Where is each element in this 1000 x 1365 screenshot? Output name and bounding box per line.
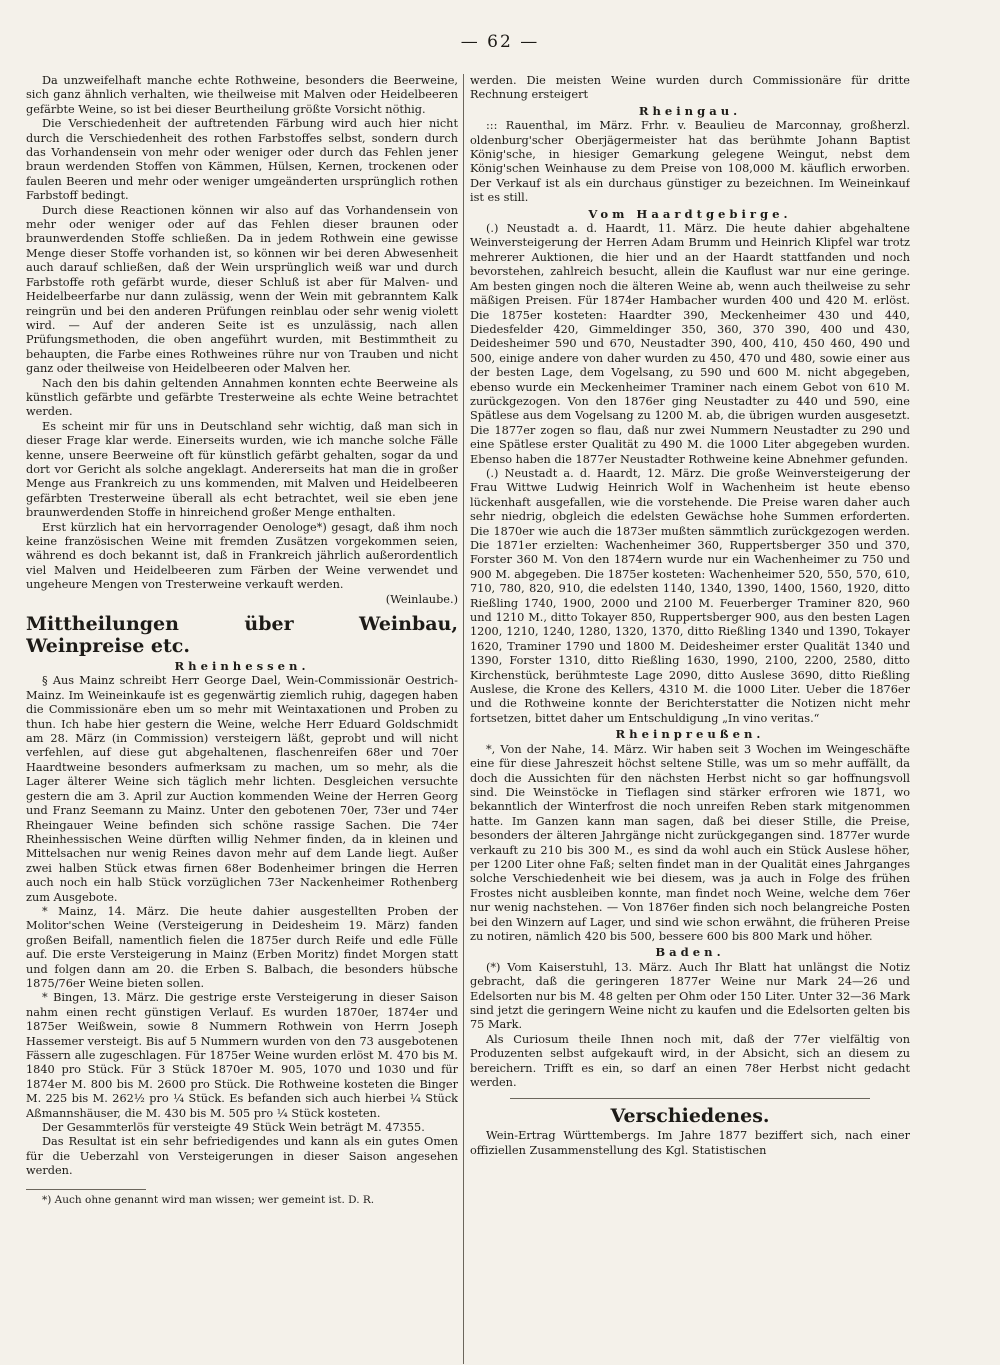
paragraph: Nach den bis dahin geltenden Annahmen konnten echte Beerweine als künstlich gefärbte und gefärbte Tresterweine als echte Weine betrachtet werden. — [26, 376, 458, 419]
paragraph: Da unzweifelhaft manche echte Rothweine, besonders die Beerweine, sich ganz ähnlich verhalten, wie theilweise mit Malven oder Heidelbeeren gefärbte Weine, so ist bei dieser Beurtheilung größte Vorsicht nöthig. — [26, 74, 458, 116]
region-heading-haardtgebirge: Vom Haardtgebirge. — [588, 206, 792, 221]
region-heading-rheinpreussen: Rheinpreußen. — [615, 727, 765, 742]
news-item: § Aus Mainz schreibt Herr George Dael, Wein-Commissionär Oestrich-Mainz. Im Weineinkaufe ist es gegenwärtig ziemlich ruhig, dagegen haben die Commissionäre eben um so mehr mit Weintaxationen und Proben zu thun. Ich habe hier gestern die Weine, welche Herr Eduard Goldschmidt am 28. März (in Commission) versteigern läßt, geprobt und will nicht verfehlen, auf diese gut abgehaltenen, flaschenreifen 68er und 70er Haardtweine besonders aufmerksam zu machen, um so mehr, als die Lager älterer Weine sich täglich mehr lichten. Desgleichen versuchte gestern die am 3. April zur Auction kommenden Weine der Herren Georg und Franz Seemann zu Mainz. Unter den gebotenen 70er, 73er und 74er Rheingauer Weine befinden sich schöne rassige Sachen. Die 74er Rheinhessischen Weine dürften willig Nehmer finden, da in kleinen und Mittelsachen nur wenig Reines davon mehr auf dem Lande liegt. Außer zwei halben Stück etwas firnen 68er Bodenheimer bringen die Herren auch noch ein halb Stück vorzüglichen 73er Nackenheimer Rothenberg zum Ausgebote. — [26, 674, 458, 904]
section-title-verschiedenes: Verschiedenes. — [610, 1105, 770, 1128]
news-item: * Bingen, 13. März. Die gestrige erste Versteigerung in dieser Saison nahm einen recht günstigen Verlauf. Es wurden 1870er, 1874er und 1875er Weißwein, sowie 8 Nummern Rothwein von Herrn Joseph Hassemer versteigt. Bis auf 5 Nummern wurden von den 73 ausgebotenen Fässern alle zugeschlagen. Für 1875er Weine wurden erlöst M. 470 bis M. 1840 pro Stück. Für 3 Stück 1870er M. 905, 1070 und 1030 und für 1874er M. 800 bis M. 2600 pro Stück. Die Rothweine kosteten die Binger M. 225 bis M. 262½ pro ¼ Stück. Es befanden sich auch hierbei ¼ Stück Aßmannshäuser, die M. 430 bis M. 505 pro ¼ Stück kosteten. — [26, 991, 458, 1120]
news-item: (.) Neustadt a. d. Haardt, 11. März. Die heute dahier abgehaltene Weinversteigerung der Herren Adam Brumm und Heinrich Klipfel war trotz mehrerer Auktionen, die hier und an der Haardt stattfanden und noch bevorstehen, zahlreich besucht, allein die Kauflust war nur eine geringe. Am besten gingen noch die älteren Weine ab, wenn auch theilweise zu sehr mäßigen Preisen. Für 1874er Hambacher wurden 400 und 420 M. erlöst. Die 1875er kosteten: Haardter 390, Meckenheimer 430 und 440, Diedesfelder 420, Gimmeldinger 350, 360, 370 390, 400 und 430, Deidesheimer 590 und 670, Neustadter 390, 400, 410, 450 460, 490 und 500, einige andere von daher wurden zu 450, 470 und 480, sowie einer aus der besten Lage, dem Vogelsang, zu 590 und 600 M. nicht abgegeben, ebenso wurde ein Meckenheimer Traminer nach einem Gebot von 610 M. zurückgezogen. Von den 1876er ging Neustadter zu 440 und 590, eine Spätlese aus dem Vogelsang zu 1200 M. ab, die übrigen wurden ausgesetzt. Die 1877er zogen so flau, daß nur zwei Nummern Neustadter zu 290 und eine Spätlese erster Qualität zu 490 M. die 1000 Liter abgegeben wurden. Ebenso haben die 1877er Neustadter Rothweine keine Abnehmer gefunden. — [470, 222, 910, 466]
paragraph: werden. Die meisten Weine wurden durch Commissionäre für dritte Rechnung ersteigert — [470, 74, 910, 102]
news-item: Der Gesammterlös für versteigte 49 Stück Wein beträgt M. 47355. — [42, 1121, 425, 1135]
news-item: ::: Rauenthal, im März. Frhr. v. Beaulieu de Marconnay, großherzl. oldenburg'scher Oberjägermeister hat das berühmte Johann Baptist König'sche, in hiesiger Gemarkung gelegene Weingut, nebst dem König'schen Weinhause zu dem Preise von 108,000 M. käuflich erworben. Der Verkauf ist als ein durchaus günstiger zu bezeichnen. Im Weineinkauf ist es still. — [470, 119, 910, 205]
region-heading-rheingau: Rheingau. — [638, 103, 742, 118]
news-item: Als Curiosum theile Ihnen noch mit, daß der 77er vielfältig von Produzenten selbst aufgekauft wird, in der Absicht, sich an diesem zu bereichern. Trifft es ein, so darf an einen 78er Herbst nicht gedacht werden. — [470, 1032, 910, 1090]
page-number: — 62 — — [460, 32, 540, 52]
news-item: *, Von der Nahe, 14. März. Wir haben seit 3 Wochen im Weingeschäfte eine für diese Jahreszeit höchst seltene Stille, was um so mehr auffällt, da doch die Aussichten für den nächsten Herbst nicht so gar hoffnungsvoll sind. Die Weinstöcke in Tieflagen sind stärker erfroren wie 1871, wo bekanntlich der Winterfrost die noch unreifen Reben stark mitgenommen hatte. Im Ganzen kann man sagen, daß bei dieser Stille, die Preise, besonders der älteren Jahrgänge nicht zurückgegangen sind. 1877er wurde verkauft zu 210 bis 300 M., es sind da wohl auch ein Stück Auslese höher, per 1200 Liter ohne Faß; selten findet man in der Qualität eines Jahrganges solche Verschiedenheit wie bei diesem, was ja auch in Folge des frühen Frostes nicht ausbleiben konnte, man findet noch Weine, welche dem 76er nur wenig nachstehen. — Von 1876er finden sich noch belangreiche Posten bei den Winzern auf Lager, und sind wie schon erwähnt, die früheren Preise zu notiren, nämlich 420 bis 500, bessere 600 bis 800 Mark und höher. — [470, 742, 910, 943]
news-item: (*) Vom Kaiserstuhl, 13. März. Auch Ihr Blatt hat unlängst die Notiz gebracht, daß die geringeren 1877er Weine nur Mark 24—26 und Edelsorten nur bis M. 48 gelten per Ohm oder 150 Liter. Unter 32—36 Mark sind jetzt die geringern Weine nicht zu kaufen und die Edelsorten gelten bis 75 Mark. — [470, 960, 910, 1032]
right-column — [470, 74, 910, 1359]
paragraph: Es scheint mir für uns in Deutschland sehr wichtig, daß man sich in dieser Frage klar werde. Einerseits wurden, wie ich manche solche Fälle kenne, unsere Beerweine oft für künstlich gefärbt gehalten, sogar da und dort vor Gericht als solche angeklagt. Andererseits hat man die in großer Menge aus Frankreich zu uns kommenden, mit Malven und Heidelbeeren gefärbten Tresterweine überall als echt betrachtet, weil sie eben jene braunwerdenden Stoffe in hinreichend großer Menge enthalten. — [26, 419, 458, 520]
footnote-divider — [26, 1189, 146, 1190]
source-signature: (Weinlaube.) — [385, 592, 458, 606]
region-heading-rheinhessen: Rheinhessen. — [174, 659, 310, 674]
paragraph: Durch diese Reactionen können wir also auf das Vorhandensein von mehr oder weniger oder auf das Fehlen dieser braunen oder braunwerdenden Stoffe schließen. Da in jedem Rothwein eine gewisse Menge dieser Stoffe vorhanden ist, so können wir bei deren Abwesenheit auch darauf schließen, daß der Wein ursprünglich weiß war und durch Farbstoffe roth gefärbt wurde, dieser Schluß ist aber für Malven- und Heidelbeerfarbe nur dann zulässig, wenn der Wein mit gebranntem Kalk reingrün und bei den anderen Prüfungen reinblau oder sehr wenig violett wird. — Auf der anderen Seite ist es unzulässig, nach allen Prüfungsmethoden, die oben angeführt wurden, mit Bestimmtheit zu behaupten, die Farbe eines Rothweines rühre nur von Trauben und nicht ganz oder theilweise von Heidelbeeren oder Malven her. — [26, 203, 458, 376]
left-column — [26, 74, 458, 1359]
news-item: Wein-Ertrag Württembergs. Im Jahre 1877 beziffert sich, nach einer offiziellen Zusammenstellung des Kgl. Statistischen — [470, 1129, 910, 1157]
section-divider — [510, 1098, 870, 1099]
column-divider — [463, 74, 464, 1364]
news-item: (.) Neustadt a. d. Haardt, 12. März. Die große Weinversteigerung der Frau Wittwe Ludwig Heinrich Wolf in Wachenheim ist heute ebenso lückenhaft ausgefallen, wie die vorstehende. Die Preise waren daher auch sehr niedrig, obgleich die edelsten Gewächse hohe Summen erforderten. Die 1870er wie auch die 1873er mußten sämmtlich zurückgezogen werden. Die 1871er erzielten: Wachenheimer 360, Ruppertsberger 350 und 370, Forster 360 M. Von den 1874ern wurde nur ein Wachenheimer zu 750 und 900 M. abgegeben. Die 1875er kosteten: Wachenheimer 520, 550, 570, 610, 710, 780, 820, 910, die edelsten 1140, 1340, 1390, 1400, 1560, 1920, ditto Rießling 1740, 1900, 2000 und 2100 M. Feuerberger Traminer 820, 960 und 1210 M., ditto Tokayer 850, Ruppertsberger 900, aus den besten Lagen 1200, 1210, 1240, 1280, 1320, 1370, ditto Rießling 1340 und 1390, Tokayer 1620, Traminer 1790 und 1800 M. Deidesheimer erster Qualität 1340 und 1390, Forster 1310, ditto Rießling 1630, 1990, 2100, 2200, 2580, ditto Kirchenstück, berühmteste Lage 2090, ditto Auslese 3690, ditto Rießling Auslese, die Krone des Kellers, 4310 M. die 1000 Liter. Ueber die 1876er und die Rothweine konnte der Berichterstatter die Notizen nicht mehr fortsetzen, bittet daher um Entschuldigung „In vino veritas.“ — [470, 466, 910, 725]
paragraph: Erst kürzlich hat ein hervorragender Oenologe*) gesagt, daß ihm noch keine französischen Weine mit fremden Zusätzen vorgekommen seien, während es doch bekannt ist, daß in Frankreich jährlich außerordentlich viel Malven und Heidelbeeren zum Färben der Weine verwendet und ungeheure Mengen von Tresterweine verkauft werden. — [26, 520, 458, 592]
paragraph: Die Verschiedenheit der auftretenden Färbung wird auch hier nicht durch die Verschiedenheit des rothen Farbstoffes selbst, sondern durch das Vorhandensein von mehr oder weniger oder durch das Fehlen jener braun werdenden Stoffen von Kämmen, Hülsen, Kernen, trockenen oder faulen Beeren und mehr oder weniger umgeänderten ursprünglich rothen Farbstoff bedingt. — [26, 117, 458, 203]
region-heading-baden: Baden. — [655, 945, 725, 960]
section-title-wine-news: Mittheilungen über Weinbau, Weinpreise etc. — [26, 613, 458, 658]
news-item: * Mainz, 14. März. Die heute dahier ausgestellten Proben der Molitor'schen Weine (Versteigerung in Deidesheim 19. März) fanden großen Beifall, namentlich fielen die 1875er durch Reife und edle Fülle auf. Die erste Versteigerung in Mainz (Erben Moritz) findet Morgen statt und folgen dann am 20. die Erben S. Balbach, die besonders hübsche 1875/76er Weine bieten sollen. — [26, 904, 458, 990]
footnote: *) Auch ohne genannt wird man wissen; wer gemeint ist. D. R. — [42, 1193, 375, 1206]
news-item: Das Resultat ist ein sehr befriedigendes und kann als ein gutes Omen für die Ueberzahl von Versteigerungen in dieser Saison angesehen werden. — [26, 1135, 458, 1178]
